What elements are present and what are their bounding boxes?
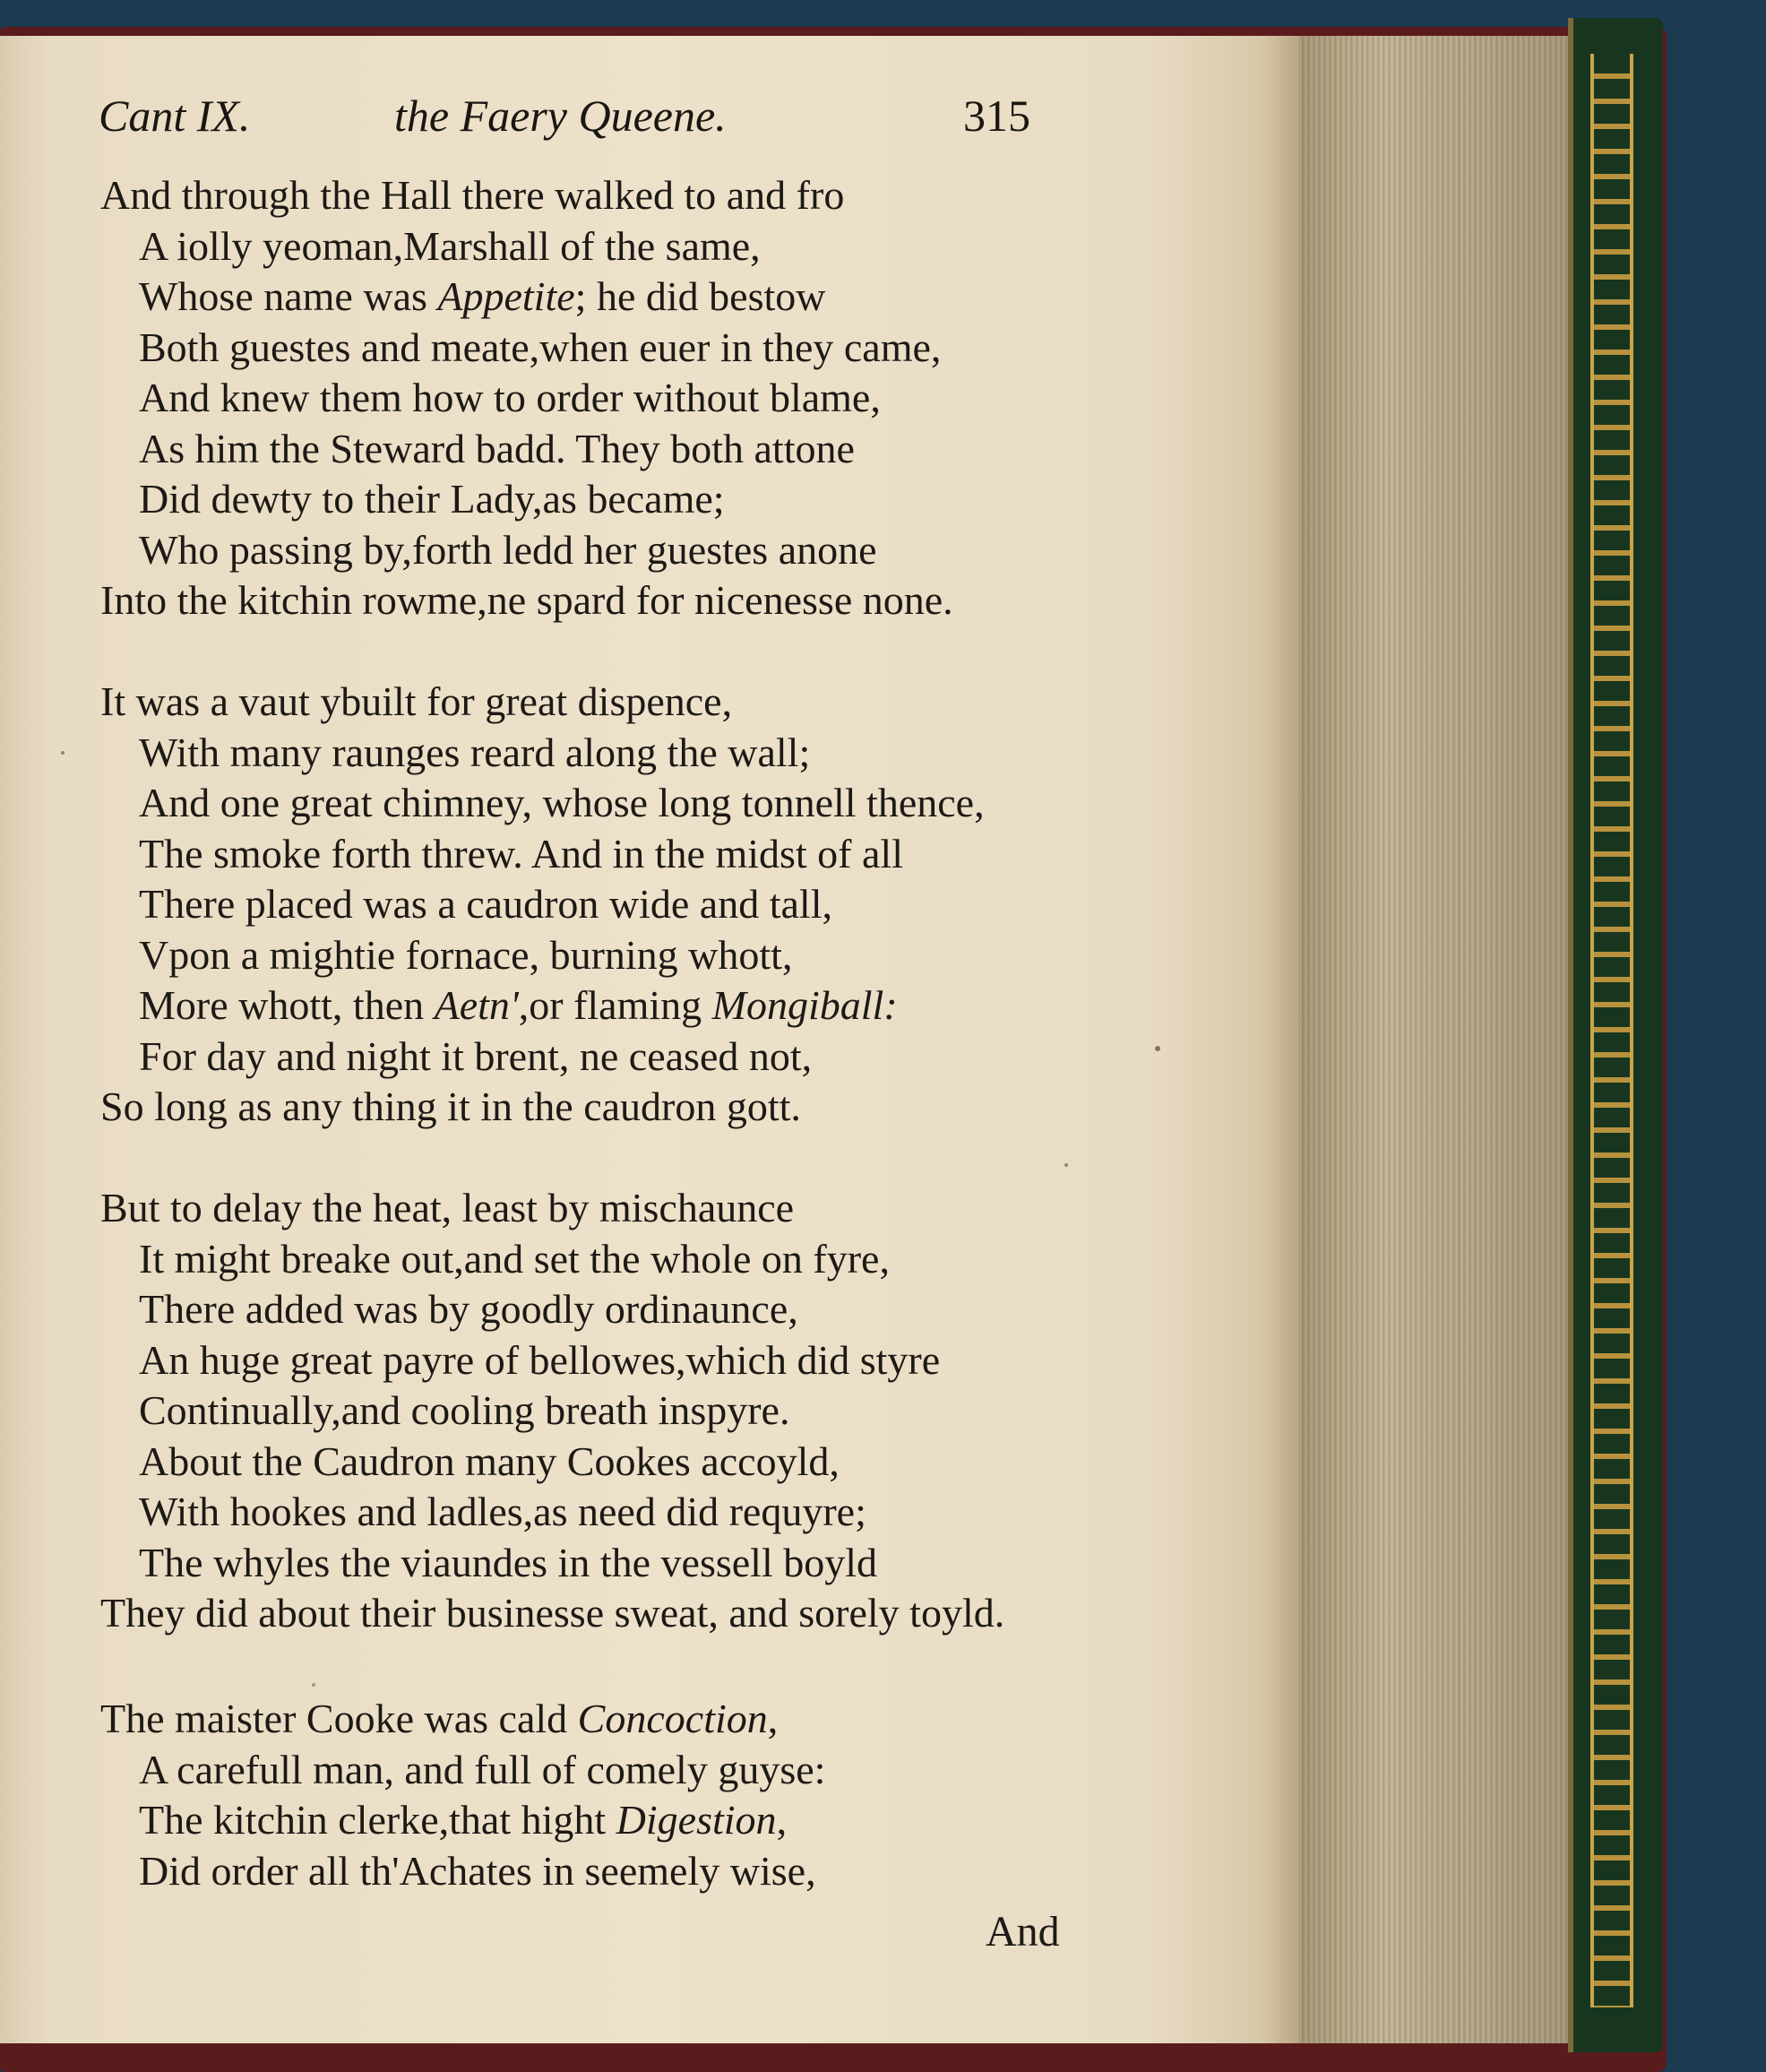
verse-line <box>139 1749 825 1791</box>
verse-line <box>139 982 898 1028</box>
page-edges <box>1299 36 1568 2043</box>
verse-text: But to delay the heat, least by mischaunce <box>100 1185 795 1230</box>
verse-line <box>139 1236 890 1282</box>
verse-text: And through the Hall there walked to and fro <box>100 172 845 218</box>
verse-text: With many raunges reard along the wall; <box>139 730 811 775</box>
verse-text: A carefull man, and full of comely guyse: <box>139 1747 826 1792</box>
verse-text: There added was by goodly ordinaunce, <box>139 1286 798 1332</box>
verse-line <box>139 476 725 522</box>
italic-name: Digestion <box>616 1797 777 1843</box>
verse-text: And knew them how to order without blame, <box>139 375 881 420</box>
verse-text: Continually,and cooling breath inspyre. <box>139 1387 790 1433</box>
verse-text: For day and night it brent, ne ceased not, <box>139 1033 813 1079</box>
verse-line <box>139 1491 866 1532</box>
verse-line <box>139 1337 941 1383</box>
verse-text: Did order all th'Achates in seemely wise, <box>139 1848 816 1894</box>
verse-line <box>139 223 761 269</box>
verse-line <box>139 932 793 978</box>
verse-line <box>139 1387 790 1433</box>
verse-text: Into the kitchin rowme,ne spard for nicenesse none. <box>100 577 953 623</box>
verse-text: So long as any thing it in the caudron gott. <box>100 1083 801 1129</box>
italic-name: Concoction <box>577 1696 768 1741</box>
verse-line <box>139 732 810 773</box>
verse-line <box>100 1083 801 1129</box>
verse-text: It was a vaut ybuilt for great dispence, <box>100 678 733 724</box>
italic-name: Appetite <box>437 273 575 319</box>
italic-name: Aetn' <box>434 982 519 1028</box>
verse-line <box>100 1187 794 1229</box>
verse-text: As him the Steward badd. They both attone <box>139 426 855 471</box>
verse-line <box>139 833 903 875</box>
running-title: the Faery Queene. <box>394 91 727 141</box>
page-number: 315 <box>963 91 1030 141</box>
verse-text: The whyles the viaundes in the vessell boyld <box>139 1540 878 1585</box>
verse-line <box>139 324 942 370</box>
verse-text: Did dewty to their Lady,as became; <box>139 476 725 522</box>
verse-text: Both guestes and meate,when euer in they came, <box>139 324 942 370</box>
verse-text: Whose name was <box>139 273 438 319</box>
verse-line <box>139 1033 813 1079</box>
verse-line <box>139 1286 798 1332</box>
verse-text: About the Caudron many Cookes accoyld, <box>139 1438 840 1484</box>
verse-text: It might breake out,and set the whole on fyre, <box>139 1236 890 1282</box>
verse-line <box>100 1590 1005 1636</box>
verse-text: , <box>767 1696 779 1741</box>
verse-text: The kitchin clerke,that hight <box>139 1797 616 1843</box>
verse-line <box>139 1797 788 1843</box>
canto-label: Cant IX. <box>99 91 251 141</box>
verse-text: Who passing by,forth ledd her guestes anone <box>139 527 877 573</box>
verse-text: The maister Cooke was cald <box>100 1696 578 1741</box>
verse-line <box>100 172 845 218</box>
verse-line <box>139 1438 840 1484</box>
italic-name: Mongiball: <box>711 982 898 1028</box>
verse-text: And one great chimney, whose long tonnell thence, <box>139 780 985 825</box>
verse-text: They did about their businesse sweat, and sorely toyld. <box>100 1590 1005 1636</box>
verse-line <box>100 678 733 724</box>
verse-line <box>139 377 881 419</box>
verse-text: , <box>776 1797 788 1843</box>
verse-text: Vpon a mightie fornace, burning whott, <box>139 932 793 978</box>
verse-line <box>139 782 985 824</box>
verse-text: More whott, then <box>139 982 435 1028</box>
verse-line <box>139 527 877 573</box>
verse-line <box>100 577 953 623</box>
verse-text: With hookes and ladles,as need did requyre; <box>139 1489 866 1534</box>
running-header <box>99 90 1048 152</box>
verse-text: There placed was a caudron wide and tall, <box>139 881 832 927</box>
verse-line <box>139 1848 816 1894</box>
verse-line <box>100 1698 778 1740</box>
verse-text: A iolly yeoman,Marshall of the same, <box>139 223 761 269</box>
verse-line <box>139 1542 877 1584</box>
verse-text: An huge great payre of bellowes,which did styre <box>139 1337 941 1383</box>
verse-text: ,or flaming <box>518 982 712 1028</box>
gilt-border-decoration <box>1590 54 1633 2007</box>
verse-text: ; he did bestow <box>574 273 826 319</box>
verse-line <box>139 273 826 319</box>
catchword: And <box>986 1908 1060 1955</box>
verse-line <box>139 881 832 927</box>
verse-line <box>139 428 855 470</box>
verse-text: The smoke forth threw. And in the midst of all <box>139 831 903 876</box>
